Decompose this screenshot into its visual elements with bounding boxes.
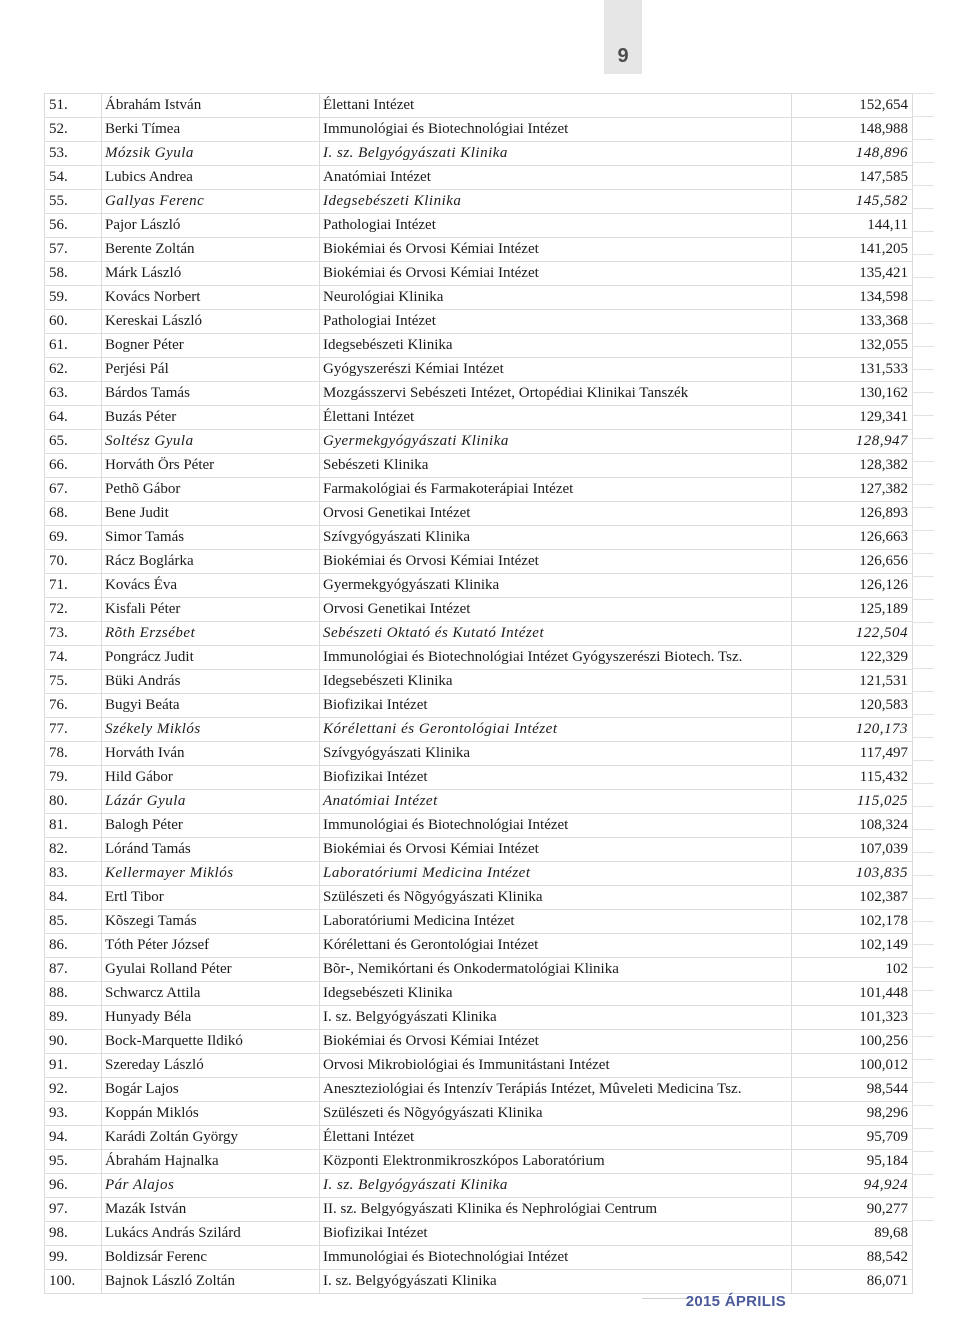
institute-cell: Immunológiai és Biotechnológiai Intézet [320, 1246, 792, 1270]
table-row [45, 1222, 913, 1246]
name-cell: Pár Alajos [102, 1174, 320, 1198]
score-cell: 133,368 [792, 310, 913, 334]
score-cell: 120,173 [792, 718, 913, 742]
institute-cell: Szívgyógyászati Klinika [320, 742, 792, 766]
table-row [45, 430, 913, 454]
table-row [45, 190, 913, 214]
score-cell: 125,189 [792, 598, 913, 622]
score-cell: 108,324 [792, 814, 913, 838]
score-cell: 147,585 [792, 166, 913, 190]
score-cell: 129,341 [792, 406, 913, 430]
score-cell: 141,205 [792, 238, 913, 262]
score-cell: 135,421 [792, 262, 913, 286]
institute-cell: Gyermekgyógyászati Klinika [320, 574, 792, 598]
institute-cell: Orvosi Genetikai Intézet [320, 502, 792, 526]
table-edge-decoration [912, 93, 934, 1243]
name-cell: Büki András [102, 670, 320, 694]
score-cell: 102,387 [792, 886, 913, 910]
name-cell: Buzás Péter [102, 406, 320, 430]
name-cell: Mazák István [102, 1198, 320, 1222]
institute-cell: I. sz. Belgyógyászati Klinika [320, 1270, 792, 1294]
table-row [45, 646, 913, 670]
page-number: 9 [604, 0, 642, 74]
name-cell: Balogh Péter [102, 814, 320, 838]
institute-cell: Sebészeti Klinika [320, 454, 792, 478]
institute-cell: Szülészeti és Nõgyógyászati Klinika [320, 886, 792, 910]
score-cell: 134,598 [792, 286, 913, 310]
score-cell: 145,582 [792, 190, 913, 214]
score-cell: 120,583 [792, 694, 913, 718]
table-row [45, 1102, 913, 1126]
score-cell: 117,497 [792, 742, 913, 766]
name-cell: Schwarcz Attila [102, 982, 320, 1006]
name-cell: Boldizsár Ferenc [102, 1246, 320, 1270]
table-row [45, 1054, 913, 1078]
institute-cell: Bõr-, Nemikórtani és Onkodermatológiai Klinika [320, 958, 792, 982]
table-row [45, 694, 913, 718]
name-cell: Rõth Erzsébet [102, 622, 320, 646]
name-cell: Rácz Boglárka [102, 550, 320, 574]
score-cell: 115,432 [792, 766, 913, 790]
score-cell: 128,947 [792, 430, 913, 454]
rank-cell: 52. [45, 118, 102, 142]
name-cell: Ertl Tibor [102, 886, 320, 910]
table-row [45, 334, 913, 358]
score-cell: 102,178 [792, 910, 913, 934]
name-cell: Ábrahám Hajnalka [102, 1150, 320, 1174]
name-cell: Márk László [102, 262, 320, 286]
table-row [45, 1174, 913, 1198]
institute-cell: Idegsebészeti Klinika [320, 982, 792, 1006]
table-row [45, 982, 913, 1006]
footer-issue-date: 2015 ÁPRILIS [685, 1293, 786, 1310]
name-cell: Kovács Éva [102, 574, 320, 598]
rank-cell: 57. [45, 238, 102, 262]
table-row [45, 262, 913, 286]
name-cell: Gallyas Ferenc [102, 190, 320, 214]
name-cell: Simor Tamás [102, 526, 320, 550]
name-cell: Berente Zoltán [102, 238, 320, 262]
institute-cell: II. sz. Belgyógyászati Klinika és Nephrológiai Centrum [320, 1198, 792, 1222]
rank-cell: 99. [45, 1246, 102, 1270]
score-cell: 103,835 [792, 862, 913, 886]
rank-cell: 71. [45, 574, 102, 598]
institute-cell: Biokémiai és Orvosi Kémiai Intézet [320, 838, 792, 862]
rank-cell: 55. [45, 190, 102, 214]
rank-cell: 62. [45, 358, 102, 382]
ranking-table-body [45, 94, 913, 1294]
score-cell: 88,542 [792, 1246, 913, 1270]
table-row [45, 1198, 913, 1222]
table-row [45, 406, 913, 430]
rank-cell: 51. [45, 94, 102, 118]
name-cell: Kovács Norbert [102, 286, 320, 310]
table-row [45, 742, 913, 766]
institute-cell: Immunológiai és Biotechnológiai Intézet [320, 118, 792, 142]
table-row [45, 358, 913, 382]
score-cell: 115,025 [792, 790, 913, 814]
name-cell: Kõszegi Tamás [102, 910, 320, 934]
rank-cell: 79. [45, 766, 102, 790]
score-cell: 121,531 [792, 670, 913, 694]
rank-cell: 59. [45, 286, 102, 310]
table-row [45, 670, 913, 694]
score-cell: 86,071 [792, 1270, 913, 1294]
name-cell: Lóránd Tamás [102, 838, 320, 862]
table-row [45, 478, 913, 502]
score-cell: 122,504 [792, 622, 913, 646]
table-row [45, 718, 913, 742]
institute-cell: Gyógyszerészi Kémiai Intézet [320, 358, 792, 382]
rank-cell: 73. [45, 622, 102, 646]
name-cell: Karádi Zoltán György [102, 1126, 320, 1150]
institute-cell: Biokémiai és Orvosi Kémiai Intézet [320, 238, 792, 262]
name-cell: Bogner Péter [102, 334, 320, 358]
institute-cell: Anatómiai Intézet [320, 790, 792, 814]
score-cell: 95,709 [792, 1126, 913, 1150]
name-cell: Bock-Marquette Ildikó [102, 1030, 320, 1054]
score-cell: 101,323 [792, 1006, 913, 1030]
score-cell: 98,296 [792, 1102, 913, 1126]
rank-cell: 54. [45, 166, 102, 190]
table-row [45, 118, 913, 142]
institute-cell: Farmakológiai és Farmakoterápiai Intézet [320, 478, 792, 502]
rank-cell: 64. [45, 406, 102, 430]
score-cell: 100,012 [792, 1054, 913, 1078]
score-cell: 102,149 [792, 934, 913, 958]
name-cell: Pongrácz Judit [102, 646, 320, 670]
name-cell: Bajnok László Zoltán [102, 1270, 320, 1294]
institute-cell: Biofizikai Intézet [320, 1222, 792, 1246]
institute-cell: Központi Elektronmikroszkópos Laboratórium [320, 1150, 792, 1174]
score-cell: 128,382 [792, 454, 913, 478]
rank-cell: 63. [45, 382, 102, 406]
name-cell: Soltész Gyula [102, 430, 320, 454]
institute-cell: Idegsebészeti Klinika [320, 334, 792, 358]
table-row [45, 214, 913, 238]
score-cell: 122,329 [792, 646, 913, 670]
institute-cell: Mozgásszervi Sebészeti Intézet, Ortopédiai Klinikai Tanszék [320, 382, 792, 406]
institute-cell: Pathologiai Intézet [320, 214, 792, 238]
institute-cell: Pathologiai Intézet [320, 310, 792, 334]
institute-cell: Aneszteziológiai és Intenzív Terápiás Intézet, Mûveleti Medicina Tsz. [320, 1078, 792, 1102]
rank-cell: 98. [45, 1222, 102, 1246]
table-row [45, 166, 913, 190]
rank-cell: 90. [45, 1030, 102, 1054]
institute-cell: Laboratóriumi Medicina Intézet [320, 862, 792, 886]
institute-cell: I. sz. Belgyógyászati Klinika [320, 1174, 792, 1198]
rank-cell: 78. [45, 742, 102, 766]
name-cell: Szereday László [102, 1054, 320, 1078]
table-row [45, 934, 913, 958]
name-cell: Lázár Gyula [102, 790, 320, 814]
institute-cell: Biokémiai és Orvosi Kémiai Intézet [320, 550, 792, 574]
rank-cell: 69. [45, 526, 102, 550]
institute-cell: Orvosi Mikrobiológiai és Immunitástani Intézet [320, 1054, 792, 1078]
name-cell: Horváth Örs Péter [102, 454, 320, 478]
ranking-table [44, 93, 913, 1294]
table-row [45, 526, 913, 550]
table-row [45, 550, 913, 574]
institute-cell: Gyermekgyógyászati Klinika [320, 430, 792, 454]
table-row [45, 382, 913, 406]
score-cell: 131,533 [792, 358, 913, 382]
table-row [45, 790, 913, 814]
name-cell: Hunyady Béla [102, 1006, 320, 1030]
table-row [45, 766, 913, 790]
score-cell: 95,184 [792, 1150, 913, 1174]
rank-cell: 96. [45, 1174, 102, 1198]
footer-rule [642, 1298, 688, 1299]
institute-cell: Szívgyógyászati Klinika [320, 526, 792, 550]
table-row [45, 1030, 913, 1054]
score-cell: 102 [792, 958, 913, 982]
rank-cell: 56. [45, 214, 102, 238]
institute-cell: Szülészeti és Nõgyógyászati Klinika [320, 1102, 792, 1126]
rank-cell: 100. [45, 1270, 102, 1294]
rank-cell: 87. [45, 958, 102, 982]
name-cell: Kellermayer Miklós [102, 862, 320, 886]
score-cell: 132,055 [792, 334, 913, 358]
name-cell: Lukács András Szilárd [102, 1222, 320, 1246]
institute-cell: Élettani Intézet [320, 94, 792, 118]
rank-cell: 85. [45, 910, 102, 934]
table-row [45, 1246, 913, 1270]
rank-cell: 84. [45, 886, 102, 910]
rank-cell: 76. [45, 694, 102, 718]
rank-cell: 81. [45, 814, 102, 838]
name-cell: Bogár Lajos [102, 1078, 320, 1102]
rank-cell: 82. [45, 838, 102, 862]
rank-cell: 91. [45, 1054, 102, 1078]
name-cell: Kereskai László [102, 310, 320, 334]
rank-cell: 61. [45, 334, 102, 358]
score-cell: 90,277 [792, 1198, 913, 1222]
institute-cell: Anatómiai Intézet [320, 166, 792, 190]
rank-cell: 75. [45, 670, 102, 694]
institute-cell: Laboratóriumi Medicina Intézet [320, 910, 792, 934]
rank-cell: 67. [45, 478, 102, 502]
table-row [45, 814, 913, 838]
score-cell: 152,654 [792, 94, 913, 118]
rank-cell: 74. [45, 646, 102, 670]
name-cell: Hild Gábor [102, 766, 320, 790]
score-cell: 148,896 [792, 142, 913, 166]
name-cell: Perjési Pál [102, 358, 320, 382]
institute-cell: Élettani Intézet [320, 1126, 792, 1150]
name-cell: Pajor László [102, 214, 320, 238]
institute-cell: Kórélettani és Gerontológiai Intézet [320, 718, 792, 742]
table-row [45, 1270, 913, 1294]
institute-cell: Immunológiai és Biotechnológiai Intézet [320, 814, 792, 838]
score-cell: 98,544 [792, 1078, 913, 1102]
table-row [45, 862, 913, 886]
table-row [45, 886, 913, 910]
name-cell: Kisfali Péter [102, 598, 320, 622]
name-cell: Horváth Iván [102, 742, 320, 766]
rank-cell: 92. [45, 1078, 102, 1102]
name-cell: Gyulai Rolland Péter [102, 958, 320, 982]
table-row [45, 310, 913, 334]
institute-cell: Neurológiai Klinika [320, 286, 792, 310]
score-cell: 127,382 [792, 478, 913, 502]
institute-cell: Orvosi Genetikai Intézet [320, 598, 792, 622]
rank-cell: 60. [45, 310, 102, 334]
rank-cell: 80. [45, 790, 102, 814]
table-row [45, 1150, 913, 1174]
table-row [45, 1078, 913, 1102]
rank-cell: 88. [45, 982, 102, 1006]
rank-cell: 68. [45, 502, 102, 526]
score-cell: 100,256 [792, 1030, 913, 1054]
name-cell: Pethõ Gábor [102, 478, 320, 502]
table-row [45, 574, 913, 598]
institute-cell: I. sz. Belgyógyászati Klinika [320, 1006, 792, 1030]
rank-cell: 83. [45, 862, 102, 886]
rank-cell: 95. [45, 1150, 102, 1174]
score-cell: 126,656 [792, 550, 913, 574]
score-cell: 89,68 [792, 1222, 913, 1246]
institute-cell: I. sz. Belgyógyászati Klinika [320, 142, 792, 166]
institute-cell: Élettani Intézet [320, 406, 792, 430]
table-row [45, 1126, 913, 1150]
table-row [45, 598, 913, 622]
table-row [45, 838, 913, 862]
table-row [45, 622, 913, 646]
score-cell: 107,039 [792, 838, 913, 862]
table-row [45, 958, 913, 982]
score-cell: 101,448 [792, 982, 913, 1006]
name-cell: Lubics Andrea [102, 166, 320, 190]
name-cell: Tóth Péter József [102, 934, 320, 958]
table-row [45, 454, 913, 478]
table-row [45, 1006, 913, 1030]
institute-cell: Biofizikai Intézet [320, 766, 792, 790]
score-cell: 94,924 [792, 1174, 913, 1198]
rank-cell: 53. [45, 142, 102, 166]
score-cell: 130,162 [792, 382, 913, 406]
rank-cell: 97. [45, 1198, 102, 1222]
rank-cell: 89. [45, 1006, 102, 1030]
institute-cell: Kórélettani és Gerontológiai Intézet [320, 934, 792, 958]
table-row [45, 94, 913, 118]
name-cell: Koppán Miklós [102, 1102, 320, 1126]
score-cell: 126,893 [792, 502, 913, 526]
rank-cell: 77. [45, 718, 102, 742]
rank-cell: 70. [45, 550, 102, 574]
name-cell: Ábrahám István [102, 94, 320, 118]
table-row [45, 142, 913, 166]
score-cell: 148,988 [792, 118, 913, 142]
score-cell: 126,126 [792, 574, 913, 598]
rank-cell: 72. [45, 598, 102, 622]
rank-cell: 65. [45, 430, 102, 454]
rank-cell: 66. [45, 454, 102, 478]
name-cell: Bárdos Tamás [102, 382, 320, 406]
institute-cell: Idegsebészeti Klinika [320, 670, 792, 694]
name-cell: Berki Tímea [102, 118, 320, 142]
institute-cell: Immunológiai és Biotechnológiai Intézet Gyógyszerészi Biotech. Tsz. [320, 646, 792, 670]
score-cell: 144,11 [792, 214, 913, 238]
rank-cell: 93. [45, 1102, 102, 1126]
rank-cell: 58. [45, 262, 102, 286]
score-cell: 126,663 [792, 526, 913, 550]
name-cell: Bugyi Beáta [102, 694, 320, 718]
name-cell: Mózsik Gyula [102, 142, 320, 166]
table-row [45, 238, 913, 262]
institute-cell: Idegsebészeti Klinika [320, 190, 792, 214]
rank-cell: 86. [45, 934, 102, 958]
name-cell: Bene Judit [102, 502, 320, 526]
table-row [45, 286, 913, 310]
institute-cell: Biokémiai és Orvosi Kémiai Intézet [320, 1030, 792, 1054]
table-row [45, 910, 913, 934]
institute-cell: Biofizikai Intézet [320, 694, 792, 718]
rank-cell: 94. [45, 1126, 102, 1150]
table-row [45, 502, 913, 526]
institute-cell: Biokémiai és Orvosi Kémiai Intézet [320, 262, 792, 286]
name-cell: Székely Miklós [102, 718, 320, 742]
institute-cell: Sebészeti Oktató és Kutató Intézet [320, 622, 792, 646]
